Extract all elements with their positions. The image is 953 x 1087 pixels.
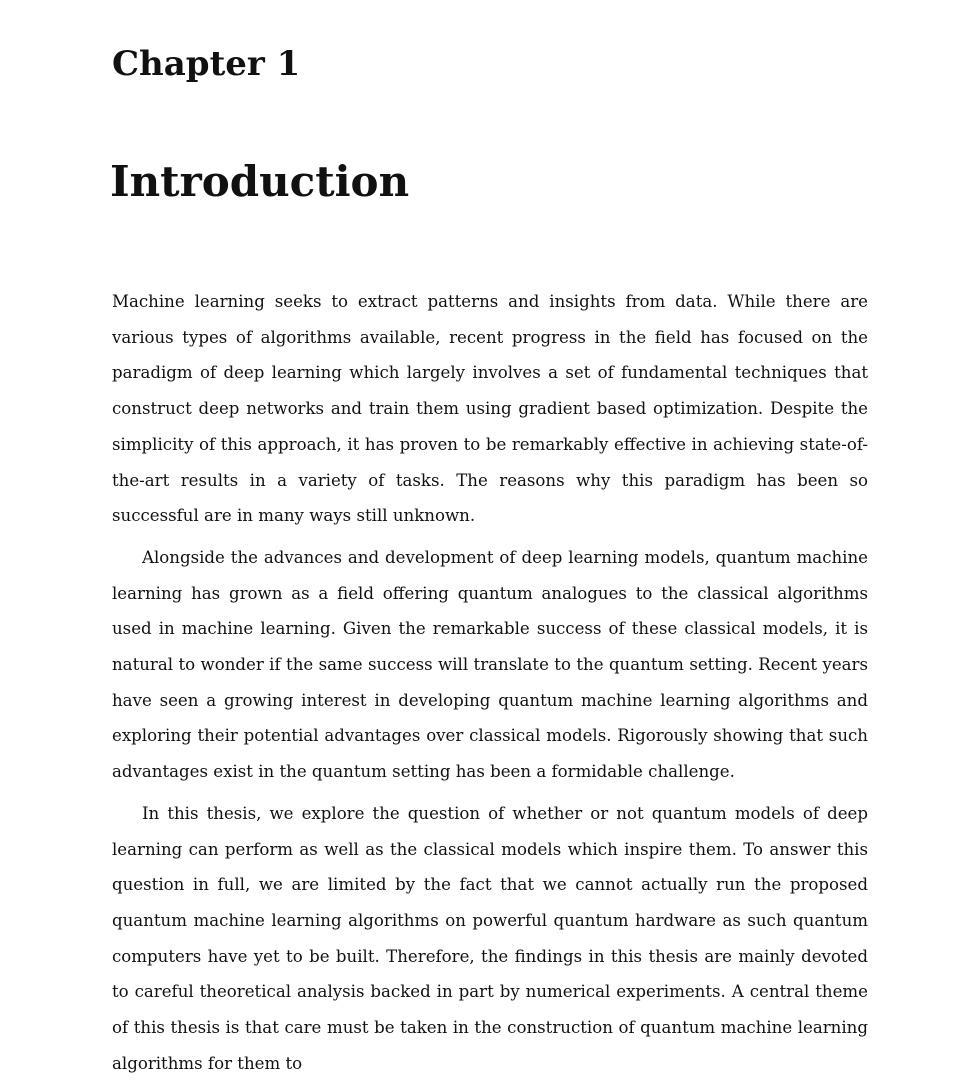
paragraph-3: In this thesis, we explore the question of whether or not quantum models of deep learning can perform as well as the classical models which inspire them. To answer this question in full, we are limited by the fact that we cannot actually run the proposed quantum machine learning algorithms on powerful quantum hardware as such quantum computers have yet to be built. Therefore, the findings in this thesis are mainly devoted to careful theoretical analysis backed in part by numerical experiments. A central theme of this thesis is that care must be taken in the construction of quantum machine learning algorithms for them to xyxy=(112,803,868,1073)
chapter-title: Introduction xyxy=(110,157,410,206)
paragraph-2: Alongside the advances and development of deep learning models, quantum machine learning has grown as a field offering quantum analogues to the classical algorithms used in machine learning. Given the remarkable success of these classical models, it is natural to wonder if the same success will translate to the quantum setting. Recent years have seen a growing interest in developing quantum machine learning algorithms and exploring their potential advantages over classical models. Rigorously showing that such advantages exist in the quantum setting has been a formidable challenge. xyxy=(112,547,868,782)
paragraph-1: Machine learning seeks to extract patterns and insights from data. While there are various types of algorithms available, recent progress in the field has focused on the paradigm of deep learning which largely involves a set of fundamental techniques that construct deep networks and train them using gradient based optimization. Despite the simplicity of this approach, it has proven to be remarkably effective in achieving state-of-the-art results in a variety of tasks. The reasons why this paradigm has been so successful are in many ways still unknown. xyxy=(112,292,868,526)
chapter-number: Chapter 1 xyxy=(112,44,301,84)
body-text xyxy=(112,284,868,1087)
